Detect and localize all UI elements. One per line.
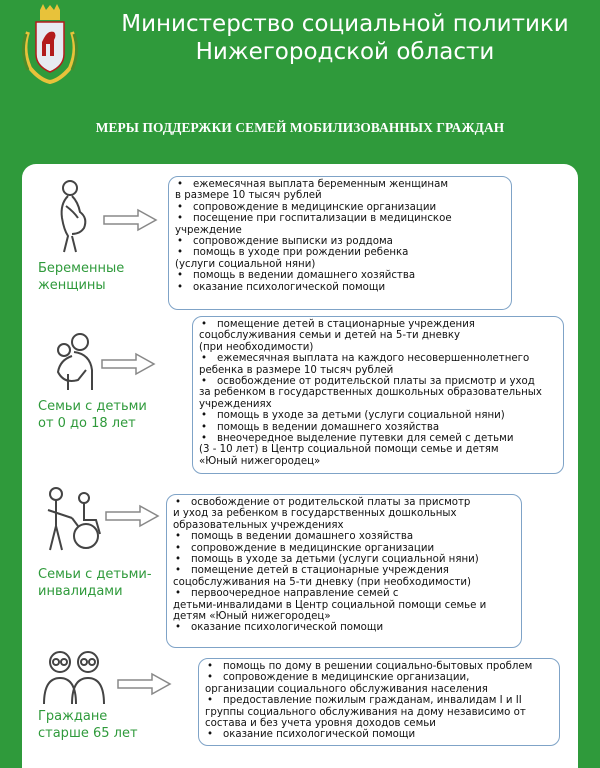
measures-box-elderly [198, 658, 560, 746]
list-item: • освобождение от родительской платы за присмотр [175, 497, 471, 508]
list-item: детям «Юный нижегородец» [173, 611, 331, 623]
list-item: • предоставление пожилым гражданам, инвалидам I и II [207, 695, 522, 707]
arrow-icon [102, 208, 158, 232]
list-item: • помощь в ведении домашнего хозяйства [201, 421, 440, 433]
coat-of-arms-icon [20, 4, 80, 84]
list-item: состава и без учета уровня доходов семьи [205, 718, 436, 730]
organization-title-line2: Нижегородской области [195, 39, 495, 65]
list-item: • освобождение от родительской платы за присмотр и уход [201, 376, 535, 388]
list-item: учреждениях [199, 398, 272, 410]
list-item: (услуги социальной няни) [175, 258, 316, 270]
list-item: • сопровождение в медицинские организации [175, 542, 435, 554]
list-item: и уход за ребенком в государственных дошкольных [173, 508, 457, 520]
list-item: • оказание психологической помощи [207, 729, 416, 741]
arrow-icon [116, 672, 172, 696]
list-item: учреждение [175, 224, 242, 236]
list-item: ребенка в размере 10 тысяч рублей [199, 364, 394, 376]
list-item: организации социального обслуживания населения [205, 683, 488, 695]
list-item: • сопровождение выписки из роддома [177, 236, 393, 248]
list-item: образовательных учреждениях [173, 519, 344, 531]
parent-with-child-icon [46, 330, 102, 392]
list-item: • помощь в ведении домашнего хозяйства [175, 531, 414, 543]
list-item: соцобслуживания семьи и детей на 5-ти дневку [199, 330, 461, 342]
content-panel [22, 164, 578, 768]
group-title-families: Семьи с детьми от 0 до 18 лет [38, 399, 147, 431]
list-item: • помещение детей в стационарные учреждения [201, 319, 475, 330]
group-title-pregnant: Беременные женщины [38, 261, 125, 293]
list-item: «Юный нижегородец» [199, 455, 321, 467]
group-title-elderly: Граждане старше 65 лет [38, 709, 138, 741]
list-item: • ежемесячная выплата беременным женщинам [177, 179, 449, 190]
list-item: • оказание психологической помощи [175, 622, 384, 634]
list-item: • посещение при госпитализации в медицинское [177, 213, 452, 225]
organization-title [90, 10, 600, 66]
pregnant-woman-icon [50, 178, 96, 254]
list-item: в размере 10 тысяч рублей [175, 190, 322, 202]
list-item: • сопровождение в медицинские организации [177, 201, 437, 213]
measures-box-families [192, 316, 564, 474]
list-item: за ребенком в государственных дошкольных образовательных [199, 387, 542, 399]
elderly-couple-icon [40, 648, 108, 704]
measures-box-disabled [166, 494, 522, 648]
list-item: • помощь в уходе при рождении ребенка [177, 247, 409, 259]
arrow-icon [100, 352, 156, 376]
list-item: • оказание психологической помощи [177, 281, 386, 293]
list-item: • ежемесячная выплата на каждого несовершеннолетнего [201, 353, 530, 365]
list-item: • помещение детей в стационарные учреждения [175, 565, 449, 577]
wheelchair-family-icon [42, 486, 104, 552]
list-item: соцобслуживания на 5-ти дневку (при необходимости) [173, 576, 471, 588]
list-item: детьми-инвалидами в Центр социальной помощи семье и [173, 599, 487, 611]
list-item: (3 - 10 лет) в Центр социальной помощи семье и детям [199, 444, 499, 456]
organization-title-line1: Министерство социальной политики [121, 11, 569, 37]
arrow-icon [104, 504, 160, 528]
list-item: • внеочередное выделение путевки для семей с детьми [201, 433, 514, 445]
list-item: • помощь в ведении домашнего хозяйства [177, 270, 416, 282]
list-item: • помощь по дому в решении социально-бытовых проблем [207, 661, 533, 672]
group-title-disabled: Семьи с детьми-инвалидами [38, 567, 152, 599]
list-item: • первоочередное направление семей с [175, 588, 399, 600]
measures-box-pregnant [168, 176, 512, 310]
list-item: • помощь в уходе за детьми (услуги социальной няни) [201, 410, 505, 422]
list-item: • помощь в уходе за детьми (услуги социальной няни) [175, 554, 479, 566]
list-item: группы социального обслуживания на дому независимо от [205, 706, 526, 718]
list-item: • сопровождение в медицинские организации, [207, 672, 470, 684]
list-item: (при необходимости) [199, 341, 314, 353]
page-subtitle: МЕРЫ ПОДДЕРЖКИ СЕМЕЙ МОБИЛИЗОВАННЫХ ГРАЖДАН [95, 120, 505, 135]
